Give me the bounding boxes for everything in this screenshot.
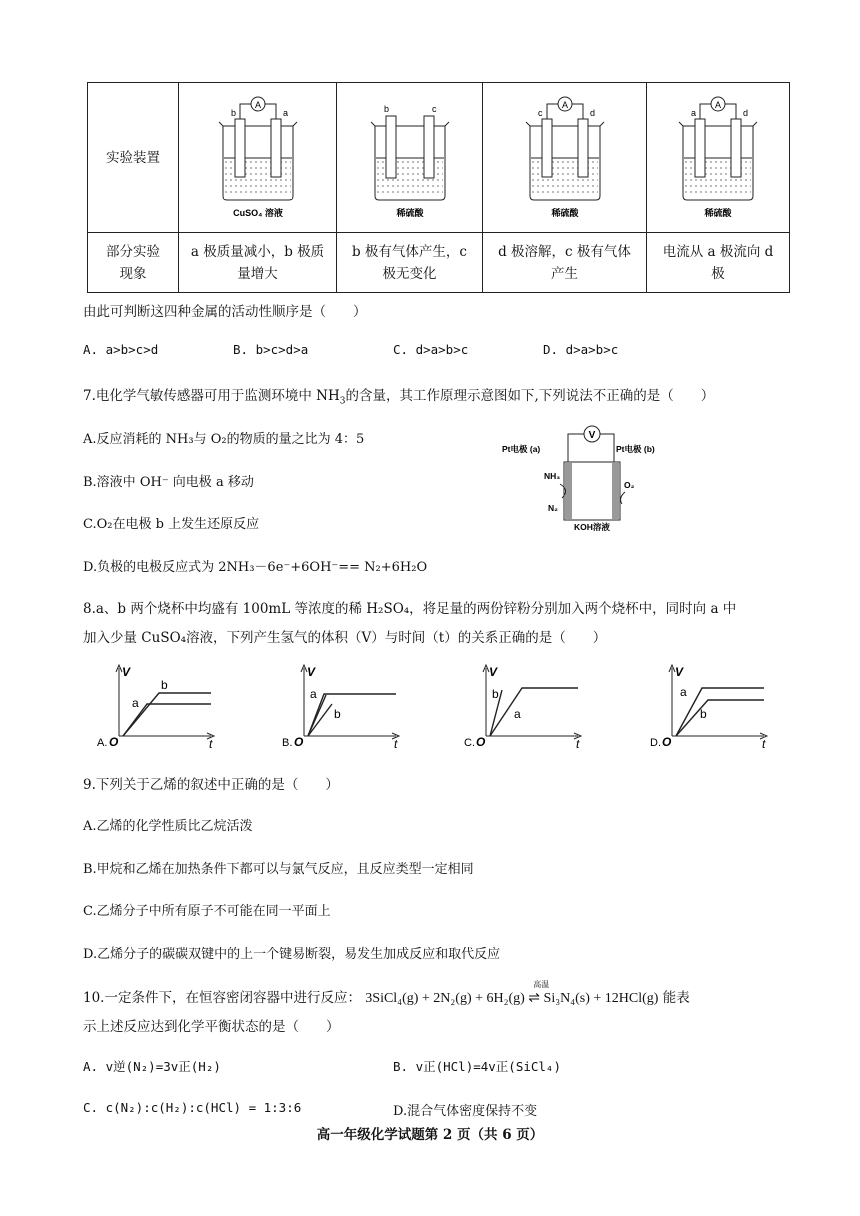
svg-text:A: A (254, 100, 261, 110)
q10-equation: 3SiCl₄(g) + 2N₂(g) + 6H₂(g) ⇌ Si₃N₄(s) + 12HCl(g) 高温 (365, 980, 659, 1006)
q9-option-d: D.乙烯分子的碳碳双键中的上一个键易断裂，易发生加成反应和取代反应 (83, 947, 501, 962)
beaker-diagram-4 (648, 84, 788, 224)
svg-text:d: d (589, 108, 595, 118)
phenomenon-4: 电流从 a 极流向 d 极 (647, 233, 790, 293)
svg-text:C.: C. (464, 737, 475, 749)
svg-text:a: a (680, 685, 687, 699)
q9-option-c: C.乙烯分子中所有原子不可能在同一平面上 (83, 904, 331, 919)
svg-text:NH₃: NH₃ (544, 471, 561, 481)
svg-text:t: t (576, 737, 580, 751)
svg-text:d: d (743, 108, 749, 118)
svg-text:t: t (209, 737, 213, 751)
svg-text:稀硫酸: 稀硫酸 (395, 208, 424, 218)
svg-text:b: b (383, 104, 389, 114)
q6-option-a: A. a>b>c>d (83, 342, 159, 357)
phenomenon-1: a 极质量减小，b 极质 量增大 (179, 233, 337, 293)
svg-text:b: b (700, 707, 707, 721)
q6-option-b: B. b>c>d>a (233, 342, 309, 357)
svg-text:D.: D. (650, 737, 661, 749)
svg-text:Pt电极 (b): Pt电极 (b) (616, 444, 655, 454)
q10-line2: 示上述反应达到化学平衡状态的是（ ） (83, 1019, 340, 1035)
svg-text:a: a (132, 696, 139, 710)
svg-text:N₂: N₂ (548, 503, 558, 513)
svg-text:b: b (161, 678, 168, 692)
svg-text:O₂: O₂ (624, 480, 635, 490)
svg-text:b: b (334, 707, 341, 721)
svg-text:c: c (431, 104, 436, 114)
svg-text:A: A (714, 100, 722, 110)
svg-text:稀硫酸: 稀硫酸 (704, 208, 732, 218)
svg-text:KOH溶液: KOH溶液 (574, 522, 610, 532)
svg-text:c: c (537, 108, 542, 118)
svg-text:O: O (294, 735, 304, 749)
q6-option-d: D. d>a>b>c (543, 342, 619, 357)
phenomenon-2: b 极有气体产生，c 极无变化 (337, 233, 483, 293)
svg-text:O: O (109, 735, 119, 749)
svg-text:t: t (394, 737, 398, 751)
svg-text:V: V (122, 665, 131, 679)
svg-text:A: A (561, 100, 568, 110)
device-1 (179, 83, 337, 233)
q7-option-b: B.溶液中 OH⁻ 向电极 a 移动 (83, 475, 254, 490)
svg-text:Pt电极 (a): Pt电极 (a) (502, 444, 541, 454)
svg-text:a: a (514, 707, 521, 721)
q10-option-d: D.混合气体密度保持不变 (393, 1104, 538, 1119)
svg-text:a: a (310, 687, 317, 701)
beaker-diagram-1 (183, 84, 333, 224)
graph-a (95, 660, 225, 752)
beaker-diagram-3 (487, 84, 643, 224)
q10-option-b: B. v正(HCl)=4v正(SiCl₄) (393, 1059, 561, 1074)
svg-text:V: V (307, 665, 316, 679)
q7-stem: 7.电化学气敏传感器可用于监测环境中 $NH_3$的含量，其工作原理示意图如下,下列说法不正确的是（ ） (83, 388, 715, 407)
q6-stem: 由此可判断这四种金属的活动性顺序是（ ） (83, 304, 367, 320)
sensor-diagram (500, 418, 660, 533)
q7-option-a: A.反应消耗的 NH₃与 O₂的物质的量之比为 4：5 (83, 432, 365, 447)
svg-text:b: b (230, 108, 236, 118)
beaker-diagram-2 (340, 84, 480, 224)
svg-text:B.: B. (282, 737, 293, 749)
q9-stem: 9.下列关于乙烯的叙述中正确的是（ ） (83, 777, 339, 793)
experiment-table (87, 82, 790, 293)
q7-option-c: C.O₂在电极 b 上发生还原反应 (83, 517, 260, 532)
q10-option-a: A. v逆(N₂)=3v正(H₂) (83, 1059, 221, 1074)
row-title-phenomena: 部分实验 现象 (88, 233, 179, 293)
svg-text:O: O (662, 735, 672, 749)
svg-text:O: O (476, 735, 486, 749)
row-title-apparatus: 实验装置 (88, 83, 179, 233)
svg-text:V: V (675, 665, 684, 679)
q6-option-c: C. d>a>b>c (393, 342, 469, 357)
phenomenon-3: d 极溶解，c 极有气体 产生 (483, 233, 647, 293)
svg-text:t: t (762, 737, 766, 751)
q8-line2: 加入少量 CuSO₄溶液，下列产生氢气的体积（V）与时间（t）的关系正确的是（ ） (83, 630, 607, 646)
svg-text:CuSO₄ 溶液: CuSO₄ 溶液 (232, 208, 283, 218)
device-3 (483, 83, 647, 233)
device-4 (647, 83, 790, 233)
svg-text:A.: A. (97, 737, 108, 749)
q10-condition: 高温 (533, 980, 550, 989)
q9-option-b: B.甲烷和乙烯在加热条件下都可以与氯气反应，且反应类型一定相同 (83, 862, 474, 877)
q7-option-d: D.负极的电极反应式为 2NH₃－6e⁻+6OH⁻== N₂+6H₂O (83, 560, 428, 575)
device-2 (337, 83, 483, 233)
q10-stem: 10.一定条件下，在恒容密闭容器中进行反应： 3SiCl₄(g) + 2N₂(g) + 6H₂(g) ⇌ Si₃N₄(s) + 12HCl(g) 高温 能表 (83, 980, 690, 1006)
svg-text:V: V (588, 430, 596, 441)
q8-line1: 8.a、b 两个烧杯中均盛有 100mL 等浓度的稀 H₂SO₄，将足量的两份锌粉分别加入两个烧杯中，同时向 a 中 (83, 601, 737, 617)
graph-d (648, 660, 778, 752)
page-footer: 高一年级化学试题第 2 页（共 6 页） (316, 1127, 544, 1143)
q9-option-a: A.乙烯的化学性质比乙烷活泼 (83, 819, 253, 834)
svg-text:稀硫酸: 稀硫酸 (550, 208, 579, 218)
svg-text:b: b (492, 687, 499, 701)
svg-text:a: a (691, 108, 697, 118)
graph-b (280, 660, 410, 752)
q10-option-c: C. c(N₂):c(H₂):c(HCl) = 1:3:6 (83, 1100, 302, 1115)
svg-text:a: a (282, 108, 288, 118)
graph-c (462, 660, 592, 752)
svg-text:V: V (489, 665, 498, 679)
